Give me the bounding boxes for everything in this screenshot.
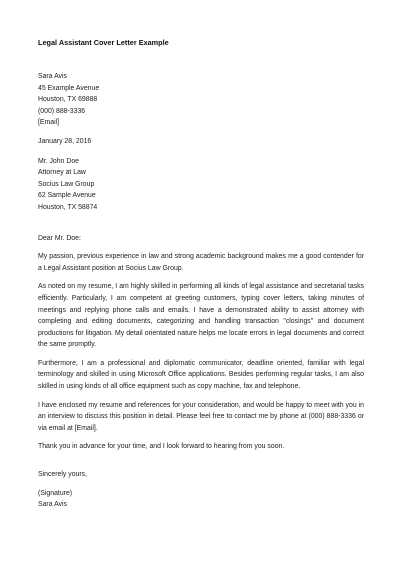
recipient-address: [38, 156, 364, 214]
letter-date: [38, 136, 364, 148]
signature-placeholder: (Signature): [38, 489, 73, 497]
recipient-name: Mr. John Doe: [38, 157, 79, 165]
body-paragraph: I have enclosed my resume and references for your consideration, and would be happy to meet with you in an interview to discuss this position in detail. Please feel free to contact me by phone at (000) 888-3336 or via email at [Email].: [38, 401, 364, 432]
salutation: [38, 233, 364, 245]
sender-street: 45 Example Avenue: [38, 84, 100, 92]
body-paragraph: As noted on my resume, I am highly skilled in performing all kinds of legal assistance and secretarial tasks efficiently. Particularly, I am competent at greeting customers, typing cover letters, taking minutes of meetings and replying phone calls and emails. I have a demonstrated ability to assist attorney with completing and editing documents, categorizing and handling transaction "closings" and document productions for litigation. My detail orientated nature helps me locate errors in legal documents and correct the same promptly.: [38, 283, 364, 349]
sender-city: Houston, TX 69888: [38, 96, 98, 104]
signature-block: [38, 488, 364, 511]
sender-name: Sara Avis: [38, 73, 67, 80]
signer-name: Sara Avis: [38, 501, 67, 509]
recipient-street: 62 Sample Avenue: [38, 192, 96, 200]
recipient-company: Socius Law Group: [38, 180, 95, 188]
sender-email: [Email]: [38, 119, 60, 127]
date-text: January 28, 2016: [38, 137, 92, 145]
recipient-title: Attorney at Law: [38, 169, 86, 177]
letter-page: [38, 38, 364, 511]
body-paragraph: My passion, previous experience in law and strong academic background makes me a good contender for a Legal Assistant position at Socius Law Group.: [38, 253, 364, 272]
body-paragraph: Thank you in advance for your time, and I look forward to hearing from you soon.: [38, 443, 285, 451]
valediction-text: Sincerely yours,: [38, 471, 88, 479]
salutation-text: Dear Mr. Doe:: [38, 234, 81, 242]
valediction: [38, 469, 364, 481]
recipient-city: Houston, TX 58874: [38, 203, 98, 211]
sender-address: [38, 71, 364, 129]
body-paragraph: Furthermore, I am a professional and diplomatic communicator, deadline oriented, familiar with legal terminology and skilled in using Microsoft Office applications. Besides performing regular tasks, I am also skilled in using kinds of all office equipment such as copy machine, fax and telephone.: [38, 359, 364, 391]
sender-phone: (000) 888-3336: [38, 107, 86, 115]
document-title: Legal Assistant Cover Letter Example: [38, 38, 169, 47]
